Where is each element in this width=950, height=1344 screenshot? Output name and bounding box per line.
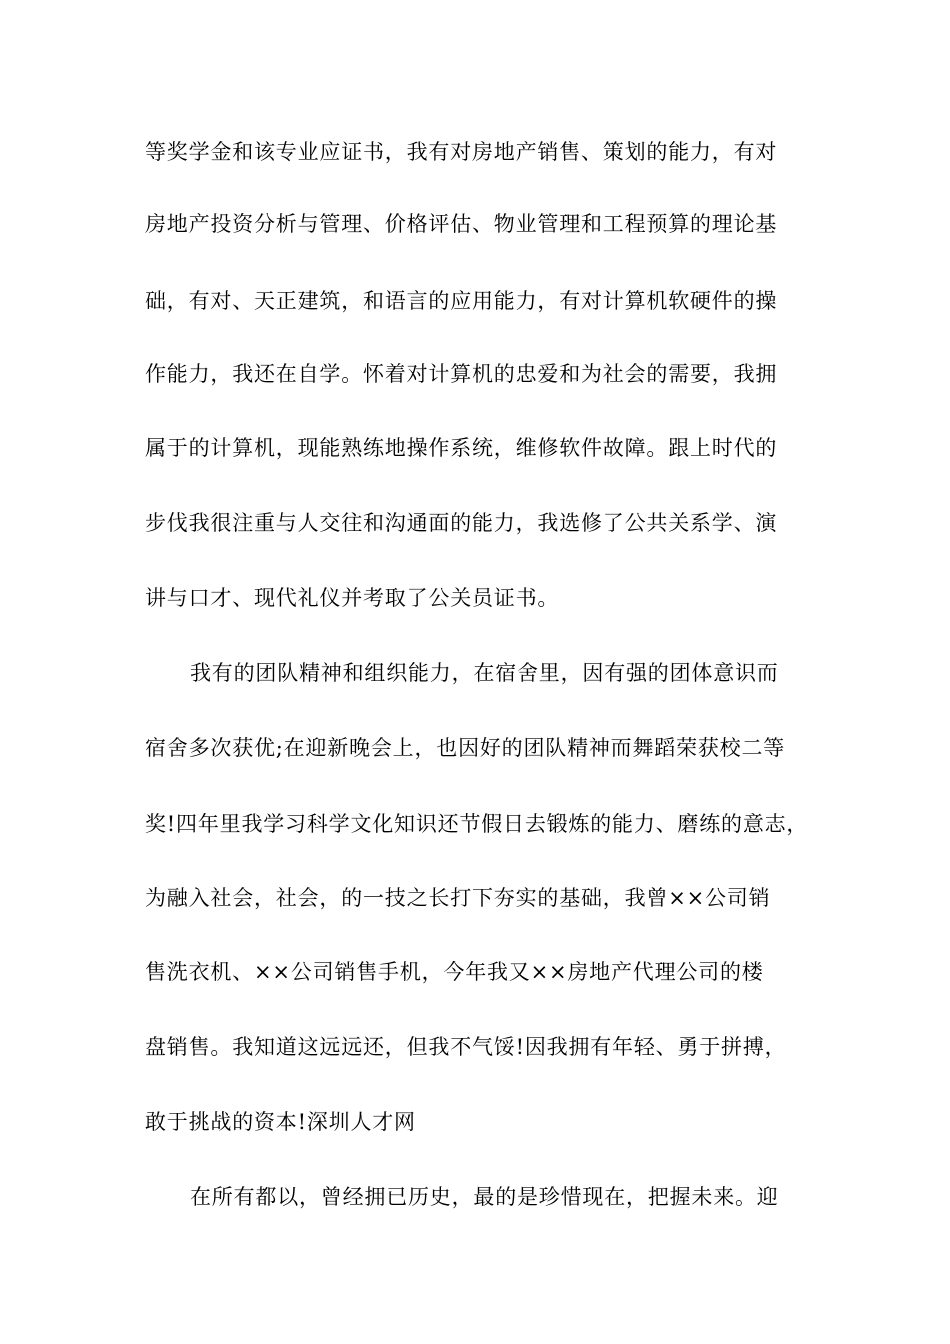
text-line: 敢于挑战的资本!深圳人才网 — [145, 1110, 416, 1134]
paragraph-start-line: 在所有都以，曾经拥已历史，最的是珍惜现在，把握未来。迎 — [190, 1185, 779, 1209]
text-line: 等奖学金和该专业应证书，我有对房地产销售、策划的能力，有对 — [145, 140, 778, 164]
text-line: 售洗衣机、××公司销售手机，今年我又××房地产代理公司的楼 — [145, 960, 764, 984]
text-line: 房地产投资分析与管理、价格评估、物业管理和工程预算的理论基 — [145, 212, 778, 236]
paragraph-start-line: 我有的团队精神和组织能力，在宿舍里，因有强的团体意识而 — [190, 661, 779, 685]
text-line: 作能力，我还在自学。怀着对计算机的忠爱和为社会的需要，我拥 — [145, 362, 778, 386]
text-line: 奖!四年里我学习科学文化知识还节假日去锻炼的能力、磨练的意志， — [145, 812, 809, 836]
text-line: 讲与口才、现代礼仪并考取了公关员证书。 — [145, 586, 560, 610]
text-line: 步伐我很注重与人交往和沟通面的能力，我选修了公共关系学、演 — [145, 511, 778, 535]
text-line: 为融入社会，社会，的一技之长打下夯实的基础，我曾××公司销 — [145, 886, 771, 910]
text-line: 盘销售。我知道这远远还，但我不气馁!因我拥有年轻、勇于拼搏， — [145, 1035, 787, 1059]
text-line: 宿舍多次获优;在迎新晚会上，也因好的团队精神而舞蹈荣获校二等 — [145, 736, 786, 760]
text-line: 础，有对、天正建筑，和语言的应用能力，有对计算机软硬件的操 — [145, 289, 778, 313]
text-line: 属于的计算机，现能熟练地操作系统，维修软件故障。跟上时代的 — [145, 436, 778, 460]
